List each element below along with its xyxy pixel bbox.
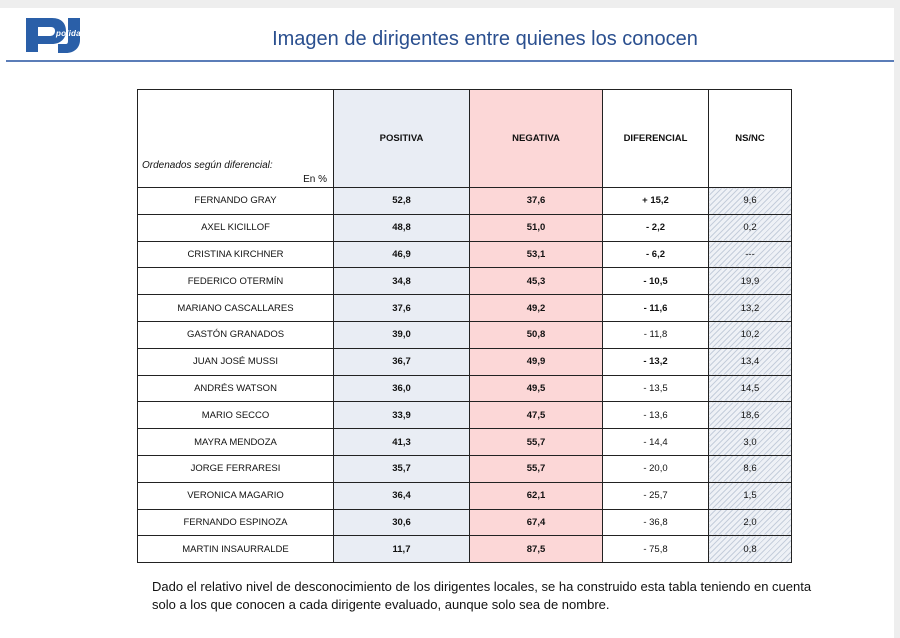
positiva-value: 36,4 — [334, 482, 470, 509]
footnote: Dado el relativo nivel de desconocimiento de los dirigentes locales, se ha construido esta tabla teniendo en cuenta solo a los que conocen a cada dirigente evaluado, aunque solo sea de nombre. — [152, 579, 812, 612]
nsnc-value: 13,2 — [709, 295, 792, 322]
positiva-value: 34,8 — [334, 268, 470, 295]
nsnc-value: 8,6 — [709, 455, 792, 482]
header-negativa: NEGATIVA — [470, 90, 603, 188]
header-positiva: POSITIVA — [334, 90, 470, 188]
leader-name: FERNANDO ESPINOZA — [138, 509, 334, 536]
table-row — [138, 188, 792, 215]
nsnc-value: 19,9 — [709, 268, 792, 295]
table-row — [138, 295, 792, 322]
table-header-row — [138, 90, 792, 188]
table-row — [138, 348, 792, 375]
diferencial-value: - 36,8 — [603, 509, 709, 536]
diferencial-value: - 2,2 — [603, 214, 709, 241]
table-row — [138, 321, 792, 348]
diferencial-value: - 14,4 — [603, 429, 709, 456]
table-row — [138, 482, 792, 509]
nsnc-value: 3,0 — [709, 429, 792, 456]
leader-name: JUAN JOSÉ MUSSI — [138, 348, 334, 375]
header-nsnc: NS/NC — [709, 90, 792, 188]
diferencial-value: - 75,8 — [603, 536, 709, 563]
leader-name: MARIANO CASCALLARES — [138, 295, 334, 322]
positiva-value: 39,0 — [334, 321, 470, 348]
leader-name: CRISTINA KIRCHNER — [138, 241, 334, 268]
diferencial-value: - 13,2 — [603, 348, 709, 375]
diferencial-value: - 13,6 — [603, 402, 709, 429]
negativa-value: 37,6 — [470, 188, 603, 215]
negativa-value: 49,2 — [470, 295, 603, 322]
polidata-logo — [22, 12, 89, 54]
negativa-value: 51,0 — [470, 214, 603, 241]
nsnc-value: 9,6 — [709, 188, 792, 215]
nsnc-value: --- — [709, 241, 792, 268]
positiva-value: 33,9 — [334, 402, 470, 429]
diferencial-value: - 13,5 — [603, 375, 709, 402]
negativa-value: 67,4 — [470, 509, 603, 536]
leader-name: AXEL KICILLOF — [138, 214, 334, 241]
negativa-value: 55,7 — [470, 455, 603, 482]
nsnc-value: 2,0 — [709, 509, 792, 536]
leader-name: MAYRA MENDOZA — [138, 429, 334, 456]
leader-name: FEDERICO OTERMÍN — [138, 268, 334, 295]
table-row — [138, 429, 792, 456]
table-row — [138, 536, 792, 563]
table-row — [138, 375, 792, 402]
negativa-value: 53,1 — [470, 241, 603, 268]
negativa-value: 49,5 — [470, 375, 603, 402]
leader-name: MARIO SECCO — [138, 402, 334, 429]
negativa-value: 55,7 — [470, 429, 603, 456]
ordered-label: Ordenados según diferencial: — [142, 160, 273, 171]
nsnc-value: 0,8 — [709, 536, 792, 563]
nsnc-value: 13,4 — [709, 348, 792, 375]
positiva-value: 37,6 — [334, 295, 470, 322]
page-edge-right — [894, 0, 900, 638]
page-title: Imagen de dirigentes entre quienes los conocen — [272, 28, 698, 50]
nsnc-value: 1,5 — [709, 482, 792, 509]
positiva-value: 48,8 — [334, 214, 470, 241]
diferencial-value: - 11,6 — [603, 295, 709, 322]
header-name-cell — [138, 90, 334, 188]
negativa-value: 47,5 — [470, 402, 603, 429]
diferencial-value: + 15,2 — [603, 188, 709, 215]
positiva-value: 41,3 — [334, 429, 470, 456]
positiva-value: 46,9 — [334, 241, 470, 268]
positiva-value: 35,7 — [334, 455, 470, 482]
leader-name: GASTÓN GRANADOS — [138, 321, 334, 348]
negativa-value: 62,1 — [470, 482, 603, 509]
leader-name: JORGE FERRARESI — [138, 455, 334, 482]
logo-text: polidata — [56, 29, 89, 38]
diferencial-value: - 25,7 — [603, 482, 709, 509]
leader-name: FERNANDO GRAY — [138, 188, 334, 215]
negativa-value: 49,9 — [470, 348, 603, 375]
table-row — [138, 268, 792, 295]
positiva-value: 52,8 — [334, 188, 470, 215]
nsnc-value: 14,5 — [709, 375, 792, 402]
diferencial-value: - 11,8 — [603, 321, 709, 348]
nsnc-value: 18,6 — [709, 402, 792, 429]
nsnc-value: 0,2 — [709, 214, 792, 241]
diferencial-value: - 10,5 — [603, 268, 709, 295]
title-divider — [6, 60, 894, 62]
negativa-value: 50,8 — [470, 321, 603, 348]
leader-name: MARTIN INSAURRALDE — [138, 536, 334, 563]
table-row — [138, 402, 792, 429]
nsnc-value: 10,2 — [709, 321, 792, 348]
positiva-value: 30,6 — [334, 509, 470, 536]
table-row — [138, 509, 792, 536]
positiva-value: 36,7 — [334, 348, 470, 375]
diferencial-value: - 6,2 — [603, 241, 709, 268]
positiva-value: 36,0 — [334, 375, 470, 402]
negativa-value: 45,3 — [470, 268, 603, 295]
dirigentes-table — [137, 89, 792, 563]
negativa-value: 87,5 — [470, 536, 603, 563]
unit-label: En % — [303, 174, 327, 185]
page-edge — [0, 0, 900, 8]
leader-name: VERONICA MAGARIO — [138, 482, 334, 509]
table-row — [138, 241, 792, 268]
table-row — [138, 214, 792, 241]
header-diferencial: DIFERENCIAL — [603, 90, 709, 188]
leader-name: ANDRÉS WATSON — [138, 375, 334, 402]
diferencial-value: - 20,0 — [603, 455, 709, 482]
positiva-value: 11,7 — [334, 536, 470, 563]
table-row — [138, 455, 792, 482]
